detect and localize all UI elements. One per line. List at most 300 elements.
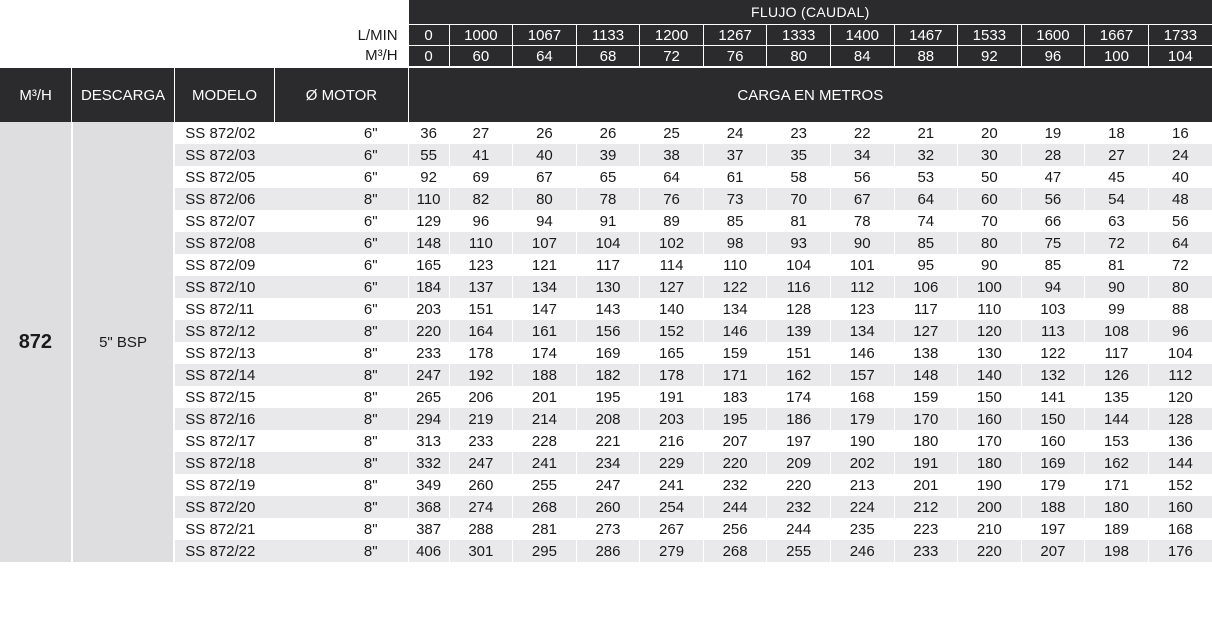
head-cell: 168 bbox=[830, 386, 894, 408]
head-cell: 74 bbox=[894, 210, 958, 232]
head-cell: 151 bbox=[767, 342, 831, 364]
head-cell: 85 bbox=[894, 232, 958, 254]
head-cell: 110 bbox=[408, 188, 449, 210]
head-cell: 170 bbox=[894, 408, 958, 430]
head-cell: 180 bbox=[958, 452, 1022, 474]
head-cell: 169 bbox=[1021, 452, 1085, 474]
head-cell: 95 bbox=[894, 254, 958, 276]
m3h-value: 104 bbox=[1148, 46, 1212, 68]
head-cell: 349 bbox=[408, 474, 449, 496]
head-cell: 63 bbox=[1085, 210, 1149, 232]
m3h-value: 68 bbox=[576, 46, 640, 68]
head-cell: 159 bbox=[894, 386, 958, 408]
head-cell: 65 bbox=[576, 166, 640, 188]
head-cell: 247 bbox=[449, 452, 513, 474]
head-cell: 186 bbox=[767, 408, 831, 430]
head-cell: 150 bbox=[958, 386, 1022, 408]
head-cell: 233 bbox=[449, 430, 513, 452]
head-cell: 273 bbox=[576, 518, 640, 540]
lmin-value: 1600 bbox=[1021, 25, 1085, 46]
head-cell: 92 bbox=[408, 166, 449, 188]
head-cell: 221 bbox=[576, 430, 640, 452]
head-cell: 110 bbox=[703, 254, 767, 276]
head-cell: 107 bbox=[513, 232, 577, 254]
head-cell: 148 bbox=[894, 364, 958, 386]
head-cell: 255 bbox=[513, 474, 577, 496]
head-cell: 241 bbox=[640, 474, 704, 496]
head-cell: 72 bbox=[1085, 232, 1149, 254]
head-cell: 38 bbox=[640, 144, 704, 166]
head-cell: 81 bbox=[1085, 254, 1149, 276]
model-cell: SS 872/10 bbox=[174, 276, 274, 298]
lmin-value: 1200 bbox=[640, 25, 704, 46]
model-cell: SS 872/07 bbox=[174, 210, 274, 232]
flow-title-row bbox=[0, 0, 1212, 25]
head-cell: 208 bbox=[576, 408, 640, 430]
head-cell: 151 bbox=[449, 298, 513, 320]
motor-cell: 8" bbox=[275, 342, 408, 364]
head-cell: 281 bbox=[513, 518, 577, 540]
table-row bbox=[0, 254, 1212, 276]
head-cell: 85 bbox=[1021, 254, 1085, 276]
lmin-value: 1267 bbox=[703, 25, 767, 46]
head-cell: 103 bbox=[1021, 298, 1085, 320]
head-cell: 50 bbox=[958, 166, 1022, 188]
head-cell: 40 bbox=[513, 144, 577, 166]
motor-cell: 6" bbox=[275, 210, 408, 232]
head-cell: 188 bbox=[1021, 496, 1085, 518]
head-cell: 26 bbox=[576, 122, 640, 144]
head-cell: 224 bbox=[830, 496, 894, 518]
model-cell: SS 872/08 bbox=[174, 232, 274, 254]
head-cell: 53 bbox=[894, 166, 958, 188]
head-cell: 313 bbox=[408, 430, 449, 452]
head-cell: 220 bbox=[703, 452, 767, 474]
head-cell: 70 bbox=[958, 210, 1022, 232]
motor-cell: 8" bbox=[275, 540, 408, 562]
head-cell: 174 bbox=[767, 386, 831, 408]
col-header-carga: CARGA EN METROS bbox=[408, 67, 1212, 122]
head-cell: 67 bbox=[830, 188, 894, 210]
head-cell: 247 bbox=[576, 474, 640, 496]
head-cell: 153 bbox=[1085, 430, 1149, 452]
head-cell: 94 bbox=[513, 210, 577, 232]
head-cell: 129 bbox=[408, 210, 449, 232]
head-cell: 39 bbox=[576, 144, 640, 166]
head-cell: 254 bbox=[640, 496, 704, 518]
table-row bbox=[0, 540, 1212, 562]
head-cell: 18 bbox=[1085, 122, 1149, 144]
col-header-modelo: MODELO bbox=[174, 67, 274, 122]
head-cell: 212 bbox=[894, 496, 958, 518]
head-cell: 66 bbox=[1021, 210, 1085, 232]
head-cell: 134 bbox=[703, 298, 767, 320]
head-cell: 30 bbox=[958, 144, 1022, 166]
m3h-value: 84 bbox=[830, 46, 894, 68]
head-cell: 26 bbox=[513, 122, 577, 144]
head-cell: 152 bbox=[1148, 474, 1212, 496]
head-cell: 406 bbox=[408, 540, 449, 562]
motor-cell: 8" bbox=[275, 518, 408, 540]
head-cell: 45 bbox=[1085, 166, 1149, 188]
head-cell: 25 bbox=[640, 122, 704, 144]
head-cell: 232 bbox=[703, 474, 767, 496]
head-cell: 171 bbox=[703, 364, 767, 386]
head-cell: 56 bbox=[1148, 210, 1212, 232]
head-cell: 216 bbox=[640, 430, 704, 452]
head-cell: 201 bbox=[894, 474, 958, 496]
table-row bbox=[0, 452, 1212, 474]
head-cell: 198 bbox=[1085, 540, 1149, 562]
head-cell: 260 bbox=[576, 496, 640, 518]
head-cell: 93 bbox=[767, 232, 831, 254]
group-m3h: 872 bbox=[0, 122, 72, 562]
head-cell: 136 bbox=[1148, 430, 1212, 452]
head-cell: 202 bbox=[830, 452, 894, 474]
m3h-value: 92 bbox=[958, 46, 1022, 68]
table-row bbox=[0, 320, 1212, 342]
head-cell: 286 bbox=[576, 540, 640, 562]
head-cell: 91 bbox=[576, 210, 640, 232]
head-cell: 190 bbox=[958, 474, 1022, 496]
lmin-value: 1333 bbox=[767, 25, 831, 46]
head-cell: 96 bbox=[449, 210, 513, 232]
head-cell: 88 bbox=[1148, 298, 1212, 320]
table-row bbox=[0, 474, 1212, 496]
head-cell: 260 bbox=[449, 474, 513, 496]
head-cell: 126 bbox=[1085, 364, 1149, 386]
head-cell: 140 bbox=[958, 364, 1022, 386]
head-cell: 157 bbox=[830, 364, 894, 386]
head-cell: 178 bbox=[449, 342, 513, 364]
head-cell: 235 bbox=[830, 518, 894, 540]
header-spacer bbox=[0, 25, 275, 46]
motor-cell: 6" bbox=[275, 166, 408, 188]
head-cell: 171 bbox=[1085, 474, 1149, 496]
head-cell: 179 bbox=[1021, 474, 1085, 496]
head-cell: 148 bbox=[408, 232, 449, 254]
head-cell: 146 bbox=[703, 320, 767, 342]
head-cell: 135 bbox=[1085, 386, 1149, 408]
motor-cell: 8" bbox=[275, 408, 408, 430]
head-cell: 134 bbox=[830, 320, 894, 342]
head-cell: 100 bbox=[958, 276, 1022, 298]
m3h-value: 60 bbox=[449, 46, 513, 68]
head-cell: 191 bbox=[894, 452, 958, 474]
lmin-label: L/MIN bbox=[357, 26, 398, 44]
model-cell: SS 872/13 bbox=[174, 342, 274, 364]
head-cell: 152 bbox=[640, 320, 704, 342]
head-cell: 64 bbox=[894, 188, 958, 210]
head-cell: 160 bbox=[1148, 496, 1212, 518]
head-cell: 106 bbox=[894, 276, 958, 298]
head-cell: 60 bbox=[958, 188, 1022, 210]
head-cell: 80 bbox=[513, 188, 577, 210]
m3h-value: 76 bbox=[703, 46, 767, 68]
head-cell: 219 bbox=[449, 408, 513, 430]
head-cell: 102 bbox=[640, 232, 704, 254]
head-cell: 134 bbox=[513, 276, 577, 298]
table-row bbox=[0, 342, 1212, 364]
col-header-motor: Ø MOTOR bbox=[275, 67, 408, 122]
head-cell: 220 bbox=[408, 320, 449, 342]
motor-cell: 8" bbox=[275, 452, 408, 474]
head-cell: 150 bbox=[1021, 408, 1085, 430]
head-cell: 72 bbox=[1148, 254, 1212, 276]
motor-cell: 8" bbox=[275, 496, 408, 518]
model-cell: SS 872/05 bbox=[174, 166, 274, 188]
head-cell: 143 bbox=[576, 298, 640, 320]
head-cell: 156 bbox=[576, 320, 640, 342]
head-cell: 48 bbox=[1148, 188, 1212, 210]
head-cell: 16 bbox=[1148, 122, 1212, 144]
head-cell: 387 bbox=[408, 518, 449, 540]
model-cell: SS 872/14 bbox=[174, 364, 274, 386]
head-cell: 165 bbox=[408, 254, 449, 276]
m3h-value: 64 bbox=[513, 46, 577, 68]
head-cell: 110 bbox=[449, 232, 513, 254]
lmin-value: 0 bbox=[408, 25, 449, 46]
head-cell: 223 bbox=[894, 518, 958, 540]
head-cell: 182 bbox=[576, 364, 640, 386]
motor-cell: 8" bbox=[275, 188, 408, 210]
head-cell: 206 bbox=[449, 386, 513, 408]
head-cell: 183 bbox=[703, 386, 767, 408]
head-cell: 90 bbox=[958, 254, 1022, 276]
head-cell: 37 bbox=[703, 144, 767, 166]
model-cell: SS 872/11 bbox=[174, 298, 274, 320]
head-cell: 137 bbox=[449, 276, 513, 298]
head-cell: 34 bbox=[830, 144, 894, 166]
head-cell: 70 bbox=[767, 188, 831, 210]
head-cell: 27 bbox=[1085, 144, 1149, 166]
m3h-value: 88 bbox=[894, 46, 958, 68]
head-cell: 24 bbox=[703, 122, 767, 144]
head-cell: 195 bbox=[703, 408, 767, 430]
head-cell: 128 bbox=[767, 298, 831, 320]
head-cell: 207 bbox=[1021, 540, 1085, 562]
lmin-value: 1467 bbox=[894, 25, 958, 46]
head-cell: 114 bbox=[640, 254, 704, 276]
column-header-row bbox=[0, 67, 1212, 122]
head-cell: 73 bbox=[703, 188, 767, 210]
head-cell: 117 bbox=[576, 254, 640, 276]
head-cell: 160 bbox=[1021, 430, 1085, 452]
head-cell: 332 bbox=[408, 452, 449, 474]
lmin-value: 1133 bbox=[576, 25, 640, 46]
head-cell: 176 bbox=[1148, 540, 1212, 562]
head-cell: 120 bbox=[958, 320, 1022, 342]
head-cell: 23 bbox=[767, 122, 831, 144]
head-cell: 112 bbox=[1148, 364, 1212, 386]
m3h-value: 0 bbox=[408, 46, 449, 68]
head-cell: 58 bbox=[767, 166, 831, 188]
table-row bbox=[0, 144, 1212, 166]
head-cell: 203 bbox=[640, 408, 704, 430]
head-cell: 190 bbox=[830, 430, 894, 452]
model-cell: SS 872/02 bbox=[174, 122, 274, 144]
head-cell: 147 bbox=[513, 298, 577, 320]
head-cell: 274 bbox=[449, 496, 513, 518]
head-cell: 279 bbox=[640, 540, 704, 562]
head-cell: 234 bbox=[576, 452, 640, 474]
head-cell: 22 bbox=[830, 122, 894, 144]
head-cell: 220 bbox=[767, 474, 831, 496]
motor-cell: 8" bbox=[275, 364, 408, 386]
head-cell: 117 bbox=[1085, 342, 1149, 364]
head-cell: 54 bbox=[1085, 188, 1149, 210]
motor-cell: 6" bbox=[275, 144, 408, 166]
head-cell: 90 bbox=[1085, 276, 1149, 298]
head-cell: 178 bbox=[640, 364, 704, 386]
model-cell: SS 872/19 bbox=[174, 474, 274, 496]
head-cell: 189 bbox=[1085, 518, 1149, 540]
head-cell: 76 bbox=[640, 188, 704, 210]
lmin-value: 1667 bbox=[1085, 25, 1149, 46]
motor-cell: 8" bbox=[275, 320, 408, 342]
table-row bbox=[0, 496, 1212, 518]
head-cell: 168 bbox=[1148, 518, 1212, 540]
head-cell: 75 bbox=[1021, 232, 1085, 254]
head-cell: 191 bbox=[640, 386, 704, 408]
m3h-value: 80 bbox=[767, 46, 831, 68]
m3h-value: 96 bbox=[1021, 46, 1085, 68]
head-cell: 19 bbox=[1021, 122, 1085, 144]
head-cell: 108 bbox=[1085, 320, 1149, 342]
head-cell: 80 bbox=[1148, 276, 1212, 298]
head-cell: 36 bbox=[408, 122, 449, 144]
head-cell: 130 bbox=[958, 342, 1022, 364]
head-cell: 203 bbox=[408, 298, 449, 320]
head-cell: 80 bbox=[958, 232, 1022, 254]
head-cell: 128 bbox=[1148, 408, 1212, 430]
head-cell: 132 bbox=[1021, 364, 1085, 386]
m3h-value: 72 bbox=[640, 46, 704, 68]
table-row bbox=[0, 364, 1212, 386]
m3h-row bbox=[0, 46, 1212, 68]
model-cell: SS 872/12 bbox=[174, 320, 274, 342]
head-cell: 144 bbox=[1148, 452, 1212, 474]
head-cell: 110 bbox=[958, 298, 1022, 320]
head-cell: 195 bbox=[576, 386, 640, 408]
head-cell: 89 bbox=[640, 210, 704, 232]
head-cell: 210 bbox=[958, 518, 1022, 540]
table-row bbox=[0, 188, 1212, 210]
head-cell: 120 bbox=[1148, 386, 1212, 408]
lmin-value: 1533 bbox=[958, 25, 1022, 46]
head-cell: 27 bbox=[449, 122, 513, 144]
table-row bbox=[0, 232, 1212, 254]
lmin-value: 1067 bbox=[513, 25, 577, 46]
head-cell: 188 bbox=[513, 364, 577, 386]
head-cell: 116 bbox=[767, 276, 831, 298]
head-cell: 90 bbox=[830, 232, 894, 254]
head-cell: 47 bbox=[1021, 166, 1085, 188]
head-cell: 141 bbox=[1021, 386, 1085, 408]
head-cell: 104 bbox=[1148, 342, 1212, 364]
header-spacer bbox=[0, 46, 275, 68]
head-cell: 244 bbox=[767, 518, 831, 540]
head-cell: 28 bbox=[1021, 144, 1085, 166]
head-cell: 241 bbox=[513, 452, 577, 474]
head-cell: 244 bbox=[703, 496, 767, 518]
head-cell: 288 bbox=[449, 518, 513, 540]
head-cell: 144 bbox=[1085, 408, 1149, 430]
head-cell: 130 bbox=[576, 276, 640, 298]
head-cell: 112 bbox=[830, 276, 894, 298]
head-cell: 104 bbox=[576, 232, 640, 254]
head-cell: 165 bbox=[640, 342, 704, 364]
head-cell: 220 bbox=[958, 540, 1022, 562]
motor-cell: 6" bbox=[275, 122, 408, 144]
head-cell: 56 bbox=[1021, 188, 1085, 210]
head-cell: 197 bbox=[1021, 518, 1085, 540]
head-cell: 64 bbox=[640, 166, 704, 188]
head-cell: 56 bbox=[830, 166, 894, 188]
head-cell: 265 bbox=[408, 386, 449, 408]
head-cell: 127 bbox=[640, 276, 704, 298]
head-cell: 35 bbox=[767, 144, 831, 166]
head-cell: 123 bbox=[830, 298, 894, 320]
motor-cell: 8" bbox=[275, 386, 408, 408]
table-row bbox=[0, 430, 1212, 452]
group-descarga: 5" BSP bbox=[72, 122, 175, 562]
head-cell: 228 bbox=[513, 430, 577, 452]
head-cell: 161 bbox=[513, 320, 577, 342]
model-cell: SS 872/03 bbox=[174, 144, 274, 166]
head-cell: 32 bbox=[894, 144, 958, 166]
head-cell: 55 bbox=[408, 144, 449, 166]
flow-title: FLUJO (CAUDAL) bbox=[408, 0, 1212, 25]
head-cell: 81 bbox=[767, 210, 831, 232]
head-cell: 295 bbox=[513, 540, 577, 562]
model-cell: SS 872/21 bbox=[174, 518, 274, 540]
head-cell: 268 bbox=[513, 496, 577, 518]
head-cell: 162 bbox=[767, 364, 831, 386]
head-cell: 174 bbox=[513, 342, 577, 364]
motor-cell: 6" bbox=[275, 298, 408, 320]
header-spacer bbox=[0, 0, 408, 25]
head-cell: 117 bbox=[894, 298, 958, 320]
head-cell: 99 bbox=[1085, 298, 1149, 320]
lmin-value: 1400 bbox=[830, 25, 894, 46]
head-cell: 233 bbox=[894, 540, 958, 562]
head-cell: 197 bbox=[767, 430, 831, 452]
head-cell: 78 bbox=[576, 188, 640, 210]
head-cell: 69 bbox=[449, 166, 513, 188]
head-cell: 98 bbox=[703, 232, 767, 254]
head-cell: 140 bbox=[640, 298, 704, 320]
motor-cell: 8" bbox=[275, 430, 408, 452]
head-cell: 139 bbox=[767, 320, 831, 342]
head-cell: 21 bbox=[894, 122, 958, 144]
head-cell: 294 bbox=[408, 408, 449, 430]
head-cell: 159 bbox=[703, 342, 767, 364]
head-cell: 169 bbox=[576, 342, 640, 364]
table-row bbox=[0, 166, 1212, 188]
motor-cell: 8" bbox=[275, 474, 408, 496]
head-cell: 121 bbox=[513, 254, 577, 276]
head-cell: 247 bbox=[408, 364, 449, 386]
table-row bbox=[0, 386, 1212, 408]
head-cell: 179 bbox=[830, 408, 894, 430]
head-cell: 180 bbox=[1085, 496, 1149, 518]
head-cell: 233 bbox=[408, 342, 449, 364]
model-cell: SS 872/06 bbox=[174, 188, 274, 210]
head-cell: 180 bbox=[894, 430, 958, 452]
head-cell: 214 bbox=[513, 408, 577, 430]
motor-cell: 6" bbox=[275, 232, 408, 254]
